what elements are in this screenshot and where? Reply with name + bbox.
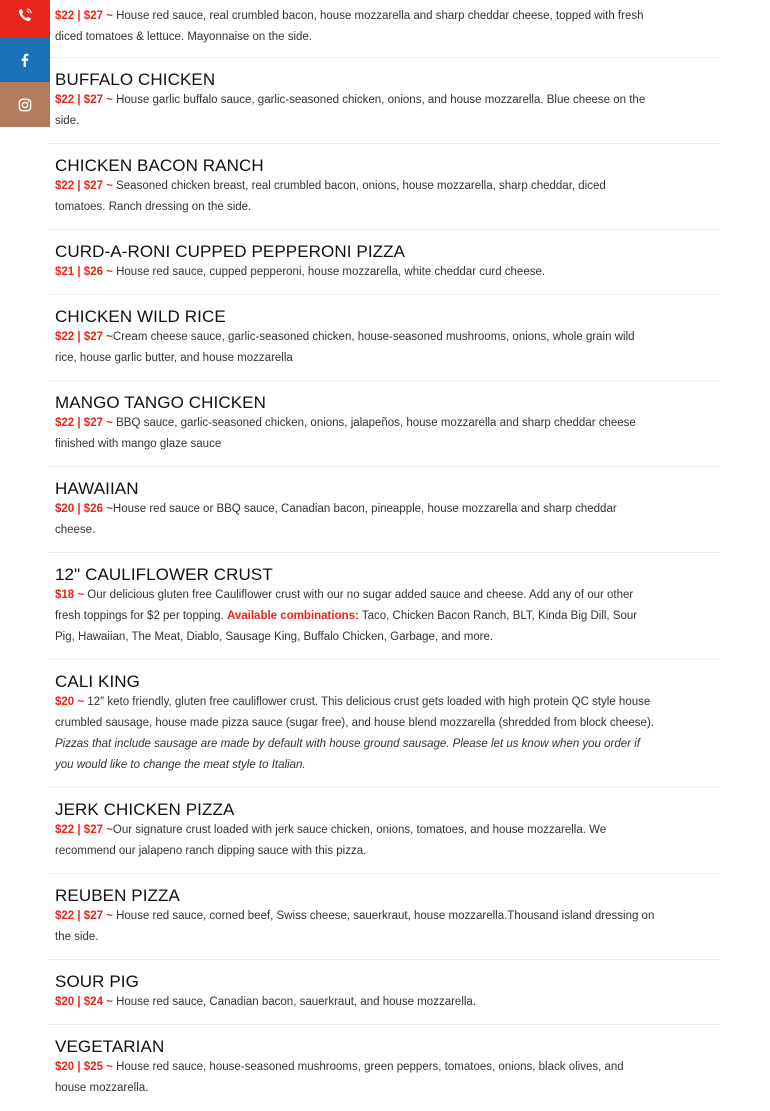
menu-item-title: BUFFALO CHICKEN <box>55 70 216 89</box>
menu-item-title: REUBEN PIZZA <box>55 886 180 905</box>
menu-item-title: VEGETARIAN <box>55 1037 165 1056</box>
sausage-note: Pizzas that include sausage are made by default with house ground sausage. Please let us know when you order if you would like to change the meat style to Italian. <box>55 738 640 771</box>
menu-item-title: SOUR PIG <box>55 972 139 991</box>
menu-item-price: $22 | $27 ~ <box>55 94 113 106</box>
instagram-icon <box>18 98 32 112</box>
menu-item-price: $22 | $27 ~ <box>55 824 113 836</box>
phone-button[interactable] <box>0 0 50 37</box>
menu-item-title: MANGO TANGO CHICKEN <box>55 393 266 412</box>
menu-item <box>50 660 720 788</box>
menu-item-description: $22 | $27 ~ House red sauce, real crumbled bacon, house mozzarella and sharp cheddar cheese, topped with fresh diced tomatoes & lettuce. Mayonnaise on the side. <box>55 10 644 43</box>
menu-item <box>50 960 720 1025</box>
menu-item <box>50 144 720 230</box>
menu-item-description: $22 | $27 ~Cream cheese sauce, garlic-seasoned chicken, house-seasoned mushrooms, onions, whole grain wild rice, house garlic butter, and house mozzarella <box>55 331 635 364</box>
menu-item-description: $22 | $27 ~ BBQ sauce, garlic-seasoned chicken, onions, jalapeños, house mozzarella and sharp cheddar cheese finished with mango glaze sauce <box>55 417 636 450</box>
menu-item-description: $22 | $27 ~Our signature crust loaded with jerk sauce chicken, onions, tomatoes, and house mozzarella. We recommend our jalapeno ranch dipping sauce with this pizza. <box>55 824 607 857</box>
facebook-icon <box>18 53 32 67</box>
menu-item-description: $21 | $26 ~ House red sauce, cupped pepperoni, house mozzarella, white cheddar curd cheese. <box>55 266 546 278</box>
menu-item <box>50 381 720 467</box>
menu-item-title: CALI KING <box>55 672 140 691</box>
menu-item <box>50 58 720 144</box>
menu-item <box>50 230 720 295</box>
menu-item <box>50 295 720 381</box>
menu-item-price: $22 | $27 ~ <box>55 910 113 922</box>
instagram-button[interactable] <box>0 82 50 127</box>
menu-item <box>50 874 720 960</box>
menu-item-description: $22 | $27 ~ Seasoned chicken breast, real crumbled bacon, onions, house mozzarella, sharp cheddar, diced tomatoes. Ranch dressing on the side. <box>55 180 606 213</box>
menu-item-title: JERK CHICKEN PIZZA <box>55 800 235 819</box>
menu-item <box>50 0 720 58</box>
menu-item-description: $18 ~ Our delicious gluten free Cauliflower crust with our no sugar added sauce and cheese. Add any of our other fresh toppings for $2 per topping. Available combinations: Taco, Chicken Bacon Ranch, BLT, Kinda Big Dill, Sour Pig, Hawaiian, The Meat, Diablo, Sausage King, Buffalo Chicken, Garbage, and more. <box>55 589 638 643</box>
menu-item-price: $22 | $27 ~ <box>55 331 113 343</box>
menu-item <box>50 788 720 874</box>
menu-item-price: $22 | $27 ~ <box>55 180 113 192</box>
menu-item <box>50 467 720 553</box>
menu-item-price: $21 | $26 ~ <box>55 266 113 278</box>
menu-item-description: $20 | $26 ~House red sauce or BBQ sauce, Canadian bacon, pineapple, house mozzarella and sharp cheddar cheese. <box>55 503 617 536</box>
menu-item-description: $20 | $24 ~ House red sauce, Canadian bacon, sauerkraut, and house mozzarella. <box>55 996 477 1008</box>
menu-item <box>50 1025 720 1111</box>
menu-item-price: $20 ~ <box>55 696 85 708</box>
menu-item-title: 12" CAULIFLOWER CRUST <box>55 565 273 584</box>
menu-item-price: $20 | $25 ~ <box>55 1061 113 1073</box>
menu-item-title: CURD-A-RONI CUPPED PEPPERONI PIZZA <box>55 242 406 261</box>
menu-item-price: $20 | $26 ~ <box>55 503 113 515</box>
phone-icon <box>18 8 32 22</box>
menu-item-price: $20 | $24 ~ <box>55 996 113 1008</box>
menu-item-description: $22 | $27 ~ House garlic buffalo sauce, garlic-seasoned chicken, onions, and house mozzarella. Blue cheese on the side. <box>55 94 646 127</box>
menu-item-title: CHICKEN BACON RANCH <box>55 156 264 175</box>
menu-item-description: $20 ~ 12″ keto friendly, gluten free cauliflower crust. This delicious crust gets loaded with high protein QC style house crumbled sausage, house made pizza sauce (sugar free), and house blend mozzarella (shredded from block cheese). Pizzas that include sausage are made by default with house ground sausage. Please let us know when you order if you would like to change the meat style to Italian. <box>55 696 654 771</box>
available-combinations-label: Available combinations: <box>226 610 359 622</box>
menu-item <box>50 553 720 660</box>
menu-item-description: $22 | $27 ~ House red sauce, corned beef, Swiss cheese, sauerkraut, house mozzarella.Thousand island dressing on the side. <box>55 910 655 943</box>
social-sidebar <box>0 0 50 127</box>
facebook-button[interactable] <box>0 37 50 82</box>
menu-item-description: $20 | $25 ~ House red sauce, house-seasoned mushrooms, green peppers, tomatoes, onions, black olives, and house mozzarella. <box>55 1061 624 1094</box>
menu-item-price: $18 ~ <box>55 589 85 601</box>
menu-item-title: HAWAIIAN <box>55 479 139 498</box>
menu-item-title: CHICKEN WILD RICE <box>55 307 226 326</box>
menu-item-price: $22 | $27 ~ <box>55 417 113 429</box>
menu-item-price: $22 | $27 ~ <box>55 10 113 22</box>
pizza-menu-list <box>50 0 720 1111</box>
